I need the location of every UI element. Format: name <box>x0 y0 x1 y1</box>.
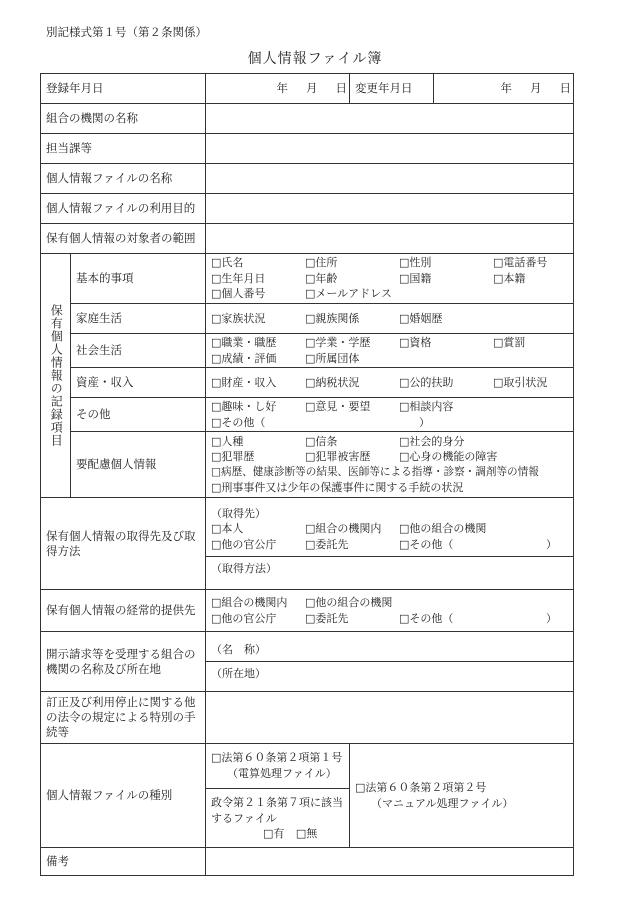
purpose-label: 個人情報ファイルの利用目的 <box>41 194 206 224</box>
change-date-label: 変更年月日 <box>350 74 434 104</box>
ordinance-label: 政令第２１条第７項に該当するファイル <box>211 796 343 825</box>
category-assets: 資産・収入 <box>71 368 206 398</box>
checkbox-social-status[interactable]: □社会的身分 <box>399 434 465 448</box>
checkbox-grades[interactable]: □成績・評価 <box>211 351 277 365</box>
day-unit: 日 <box>559 81 571 96</box>
type-manual-sub: （マニュアル処理ファイル） <box>371 796 514 810</box>
acq-other-close-paren: ） <box>546 537 557 551</box>
personal-info-file-register-table <box>40 73 574 876</box>
month-unit: 月 <box>306 81 318 96</box>
type-electronic-sub: （電算処理ファイル） <box>227 766 337 780</box>
checkbox-prov-government[interactable]: □他の官公庁 <box>211 611 277 625</box>
checkbox-other[interactable]: □その他（ <box>211 415 266 429</box>
checkbox-my-number[interactable]: □個人番号 <box>211 287 266 301</box>
acquisition-method-heading: （取得方法） <box>211 562 277 576</box>
form-label: 別記様式第１号（第２条関係） <box>46 25 207 39</box>
checkbox-rewards[interactable]: □賞罰 <box>493 336 526 349</box>
checkbox-disability[interactable]: □心身の機能の障害 <box>399 450 498 463</box>
checkbox-family-status[interactable]: □家族状況 <box>211 311 266 325</box>
other-items <box>206 398 574 432</box>
file-type-right-cell <box>350 744 574 848</box>
checkbox-acq-other[interactable]: □その他（ <box>399 537 454 551</box>
checkbox-other-government[interactable]: □他の官公庁 <box>211 537 277 551</box>
checkbox-no[interactable]: □無 <box>295 827 318 841</box>
dept-label: 担当課等 <box>41 134 206 164</box>
disclosure-address-label: （所在地） <box>211 667 266 680</box>
checkbox-relatives[interactable]: □親族関係 <box>305 311 360 325</box>
basic-items <box>206 254 574 304</box>
disclosure-name-label: （名 称） <box>211 642 266 656</box>
checkbox-assets[interactable]: □財産・収入 <box>211 375 277 389</box>
day-unit: 日 <box>335 81 347 96</box>
checkbox-sex[interactable]: □性別 <box>399 256 432 270</box>
scope-field[interactable] <box>206 224 574 254</box>
checkbox-prov-other[interactable]: □その他（ <box>399 611 454 625</box>
checkbox-type-manual[interactable]: □法第６０条第２項第２号 <box>355 781 487 794</box>
provision-label: 保有個人情報の経常的提供先 <box>41 590 206 632</box>
checkbox-transactions[interactable]: □取引状況 <box>493 375 548 389</box>
year-unit: 年 <box>500 81 512 96</box>
checkbox-name[interactable]: □氏名 <box>211 256 244 270</box>
checkbox-tax[interactable]: □納税状況 <box>305 375 360 389</box>
other-close-paren: ） <box>419 415 430 429</box>
checkbox-medical[interactable]: □病歴、健康診断等の結果、医師等による指導・診察・調剤等の情報 <box>211 465 539 478</box>
acquisition-source-heading: （取得先） <box>211 506 266 520</box>
checkbox-creed[interactable]: □信条 <box>305 434 338 448</box>
sensitive-items <box>206 432 574 498</box>
social-items <box>206 334 574 368</box>
checkbox-education[interactable]: □学業・学歴 <box>305 336 371 349</box>
category-other: その他 <box>71 398 206 432</box>
remarks-label: 備考 <box>41 848 206 876</box>
file-type-left-cell <box>206 744 350 848</box>
checkbox-crime-victim[interactable]: □犯罪被害歴 <box>305 450 371 463</box>
checkbox-address[interactable]: □住所 <box>305 256 338 270</box>
org-name-field[interactable] <box>206 104 574 134</box>
special-procedures-field[interactable] <box>206 692 574 744</box>
checkbox-consultation[interactable]: □相談内容 <box>399 400 454 413</box>
checkbox-affiliation[interactable]: □所属団体 <box>305 351 360 365</box>
file-name-label: 個人情報ファイルの名称 <box>41 164 206 194</box>
checkbox-criminal-procedure[interactable]: □刑事事件又は少年の保護事件に関する手続の状況 <box>211 481 464 494</box>
disclosure-label: 開示請求等を受理する組合の機関の名称及び所在地 <box>41 632 206 692</box>
checkbox-occupation[interactable]: □職業・職歴 <box>211 336 277 349</box>
category-family: 家庭生活 <box>71 304 206 334</box>
year-unit: 年 <box>276 81 288 96</box>
checkbox-prov-internal[interactable]: □組合の機関内 <box>211 596 288 609</box>
category-social: 社会生活 <box>71 334 206 368</box>
checkbox-other-org[interactable]: □他の組合の機関 <box>399 522 487 536</box>
checkbox-internal[interactable]: □組合の機関内 <box>305 522 382 536</box>
assets-items <box>206 368 574 398</box>
change-date-field[interactable] <box>434 74 574 104</box>
checkbox-age[interactable]: □年齢 <box>305 271 338 285</box>
prov-other-close-paren: ） <box>546 611 557 625</box>
family-items <box>206 304 574 334</box>
scope-label: 保有個人情報の対象者の範囲 <box>41 224 206 254</box>
checkbox-hobby[interactable]: □趣味・し好 <box>211 400 277 413</box>
checkbox-criminal-record[interactable]: □犯罪歴 <box>211 450 255 463</box>
remarks-field[interactable] <box>206 848 574 876</box>
checkbox-race[interactable]: □人種 <box>211 434 244 448</box>
checkbox-domicile[interactable]: □本籍 <box>493 271 526 285</box>
checkbox-birthdate[interactable]: □生年月日 <box>211 271 266 285</box>
disclosure-cell <box>206 632 574 692</box>
month-unit: 月 <box>530 81 542 96</box>
category-sensitive: 要配慮個人情報 <box>71 432 206 498</box>
checkbox-contractor[interactable]: □委託先 <box>305 537 349 551</box>
org-name-label: 組合の機関の名称 <box>41 104 206 134</box>
checkbox-prov-other-org[interactable]: □他の組合の機関 <box>305 596 393 609</box>
checkbox-email[interactable]: □メールアドレス <box>305 287 392 301</box>
file-name-field[interactable] <box>206 164 574 194</box>
checkbox-type-electronic[interactable]: □法第６０条第２項第１号 <box>211 751 343 765</box>
file-type-label: 個人情報ファイルの種別 <box>41 744 206 848</box>
acquisition-label: 保有個人情報の取得先及び取得方法 <box>41 498 206 590</box>
provision-items <box>206 590 574 632</box>
page-title: 個人情報ファイル簿 <box>247 51 383 67</box>
checkbox-opinion[interactable]: □意見・要望 <box>305 400 371 413</box>
registration-date-field[interactable] <box>206 74 350 104</box>
purpose-field[interactable] <box>206 194 574 224</box>
checkbox-yes[interactable]: □有 <box>263 827 285 841</box>
checkbox-marriage[interactable]: □婚姻歴 <box>399 311 443 325</box>
dept-field[interactable] <box>206 134 574 164</box>
checkbox-nationality[interactable]: □国籍 <box>399 271 432 285</box>
checkbox-public-aid[interactable]: □公的扶助 <box>399 375 454 389</box>
record-items-vertical-label: 保有個人情報の記録項目 <box>41 254 71 498</box>
checkbox-prov-contractor[interactable]: □委託先 <box>305 611 349 625</box>
checkbox-qualification[interactable]: □資格 <box>399 336 432 349</box>
checkbox-self[interactable]: □本人 <box>211 522 244 536</box>
special-procedures-label: 訂正及び利用停止に関する他の法令の規定による特別の手続等 <box>41 692 206 744</box>
acquisition-cell <box>206 498 574 590</box>
registration-date-label: 登録年月日 <box>41 74 206 104</box>
category-basic: 基本的事項 <box>71 254 206 304</box>
checkbox-phone[interactable]: □電話番号 <box>493 256 548 270</box>
